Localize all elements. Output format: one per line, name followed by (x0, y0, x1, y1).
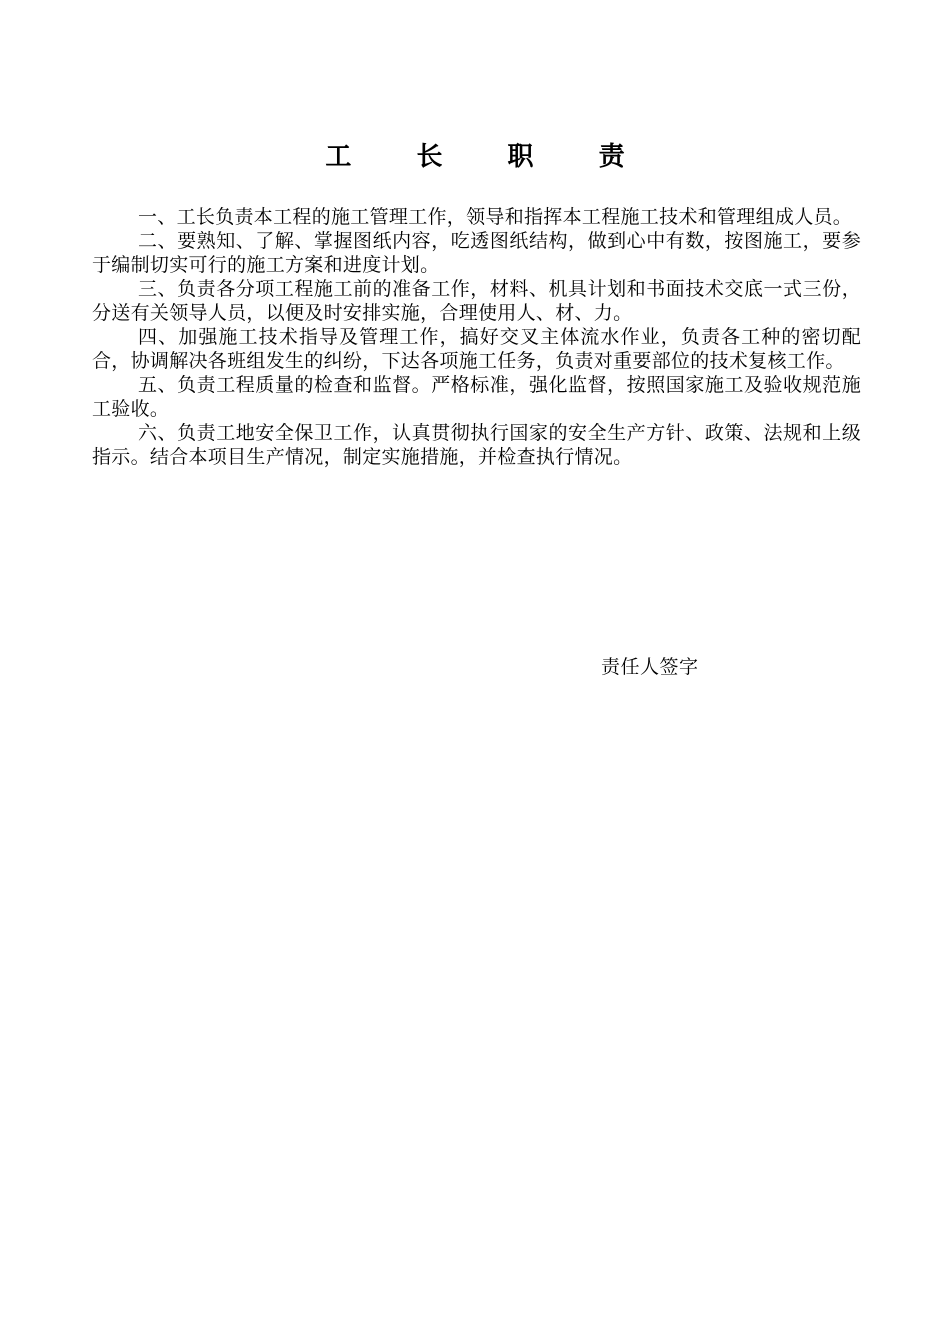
paragraph-3: 三、负责各分项工程施工前的准备工作，材料、机具计划和书面技术交底一式三份，分送有关领导人员，以便及时安排实施，合理使用人、材、力。 (92, 278, 861, 324)
paragraph-4: 四、加强施工技术指导及管理工作，搞好交叉主体流水作业，负责各工种的密切配合，协调解决各班组发生的纠纷，下达各项施工任务，负责对重要部位的技术复核工作。 (92, 326, 861, 372)
paragraph-5: 五、负责工程质量的检查和监督。严格标准，强化监督，按照国家施工及验收规范施工验收。 (92, 374, 861, 420)
signature-label: 责任人签字 (601, 656, 699, 678)
paragraph-1: 一、工长负责本工程的施工管理工作，领导和指挥本工程施工技术和管理组成人员。 (138, 206, 853, 228)
document-title: 工 长 职 责 (325, 142, 653, 172)
paragraph-2: 二、要熟知、了解、掌握图纸内容，吃透图纸结构，做到心中有数，按图施工，要参于编制切实可行的施工方案和进度计划。 (92, 230, 861, 276)
document-body (92, 205, 861, 469)
paragraph-6: 六、负责工地安全保卫工作，认真贯彻执行国家的安全生产方针、政策、法规和上级指示。结合本项目生产情况，制定实施措施，并检查执行情况。 (92, 422, 861, 468)
